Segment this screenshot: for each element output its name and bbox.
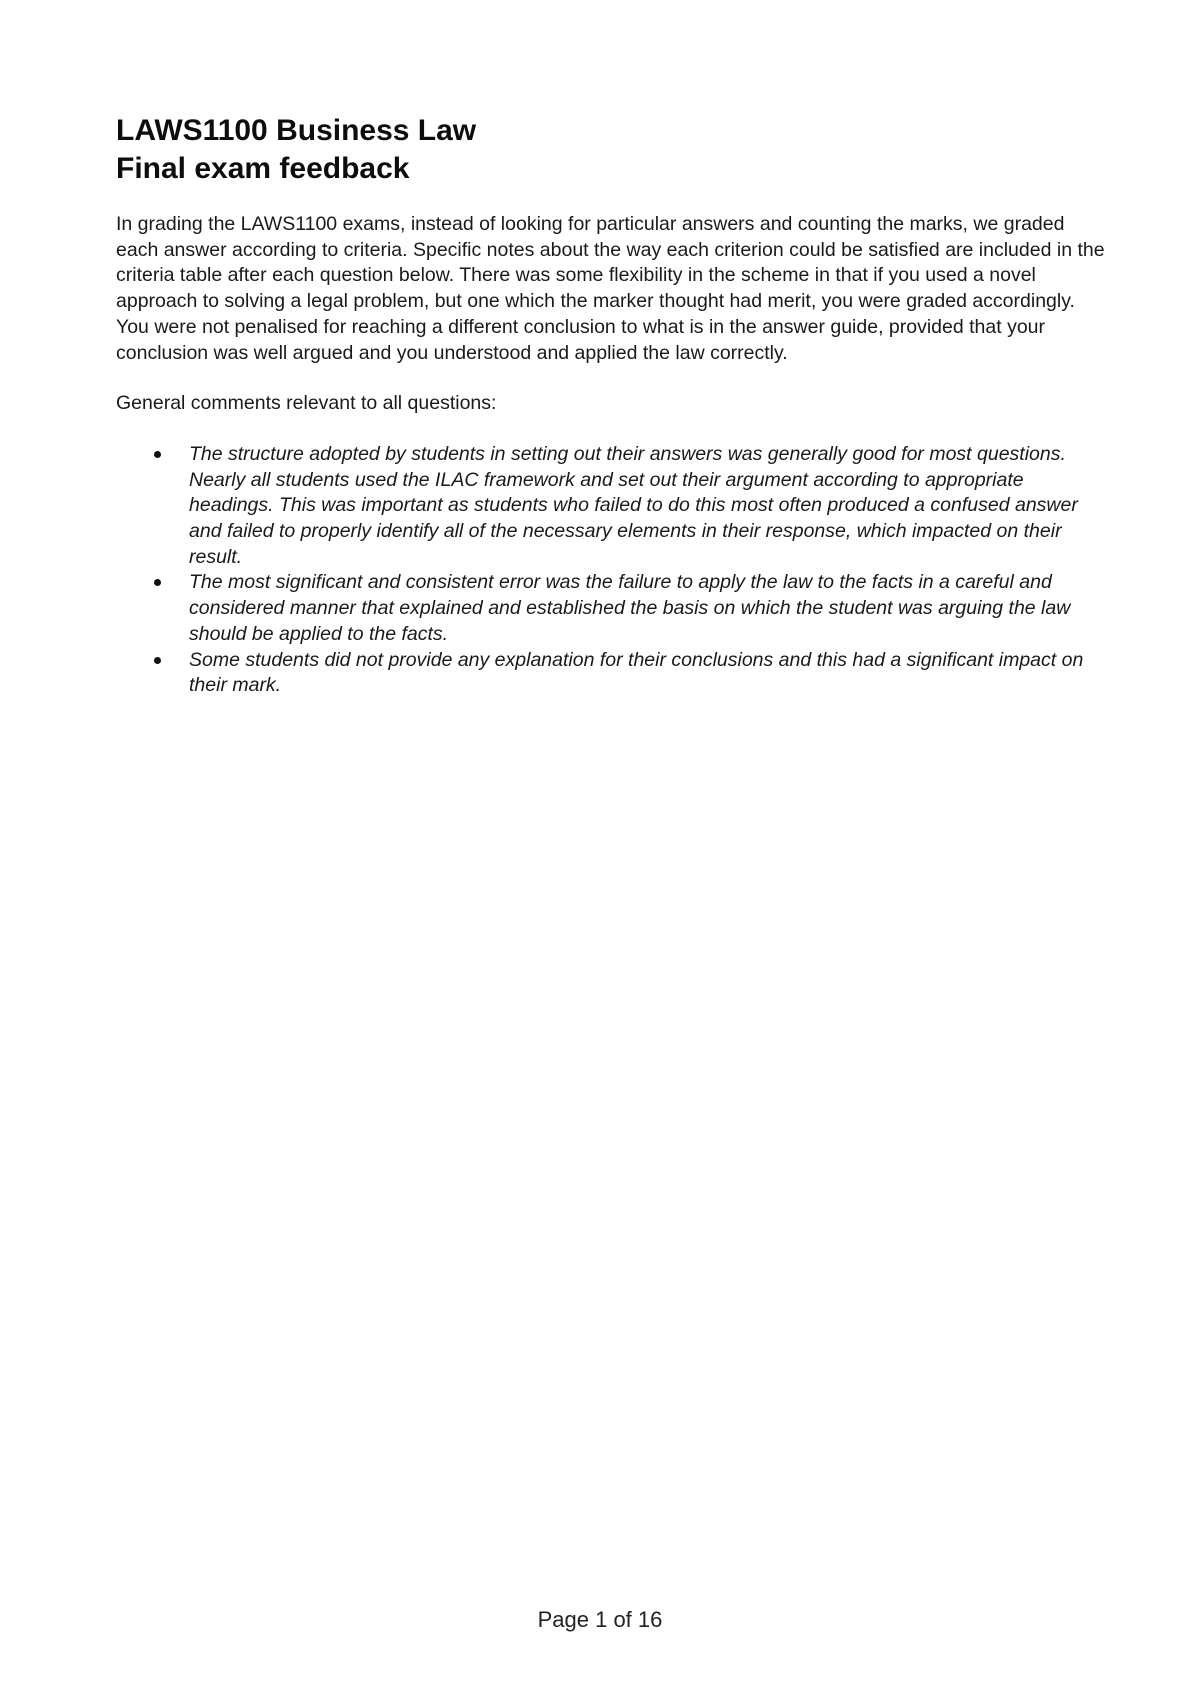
list-item [116,648,1106,699]
bullet-icon [154,657,161,664]
intro-paragraph: In grading the LAWS1100 exams, instead of looking for particular answers and counting the marks, we graded each answer according to criteria. Specific notes about the way each criterion could be satisfied are included in the criteria table after each question below. There was some flexibility in the scheme in that if you used a novel approach to solving a legal problem, but one which the marker thought had merit, you were graded accordingly. You were not penalised for reaching a different conclusion to what is in the answer guide, provided that your conclusion was well argued and you understood and applied the law correctly. [116,213,1105,364]
general-comments-heading: General comments relevant to all questions: [116,392,497,415]
list-item-text: The structure adopted by students in setting out their answers was generally good for most questions. Nearly all students used the ILAC framework and set out their argument according to appropriate headings. This was important as students who failed to do this most often produced a confused answer and failed to properly identify all of the necessary elements in their response, which impacted on their result. [189,442,1078,568]
page-number-footer: Page 1 of 16 [537,1607,663,1632]
title-line-1: LAWS1100 Business Law [116,114,477,147]
list-item [116,570,1106,647]
bullet-icon [154,579,161,586]
list-item-text: Some students did not provide any explanation for their conclusions and this had a significant impact on their mark. [189,648,1084,697]
bullet-icon [154,451,161,458]
document-title [116,112,1106,188]
page-content [116,112,1106,699]
list-item-text: The most significant and consistent error was the failure to apply the law to the facts in a careful and considered manner that explained and established the basis on which the student was arguing the law should be applied to the facts. [189,571,1071,645]
title-line-2: Final exam feedback [116,152,410,185]
list-item [116,442,1106,571]
general-comments-list [116,442,1106,699]
